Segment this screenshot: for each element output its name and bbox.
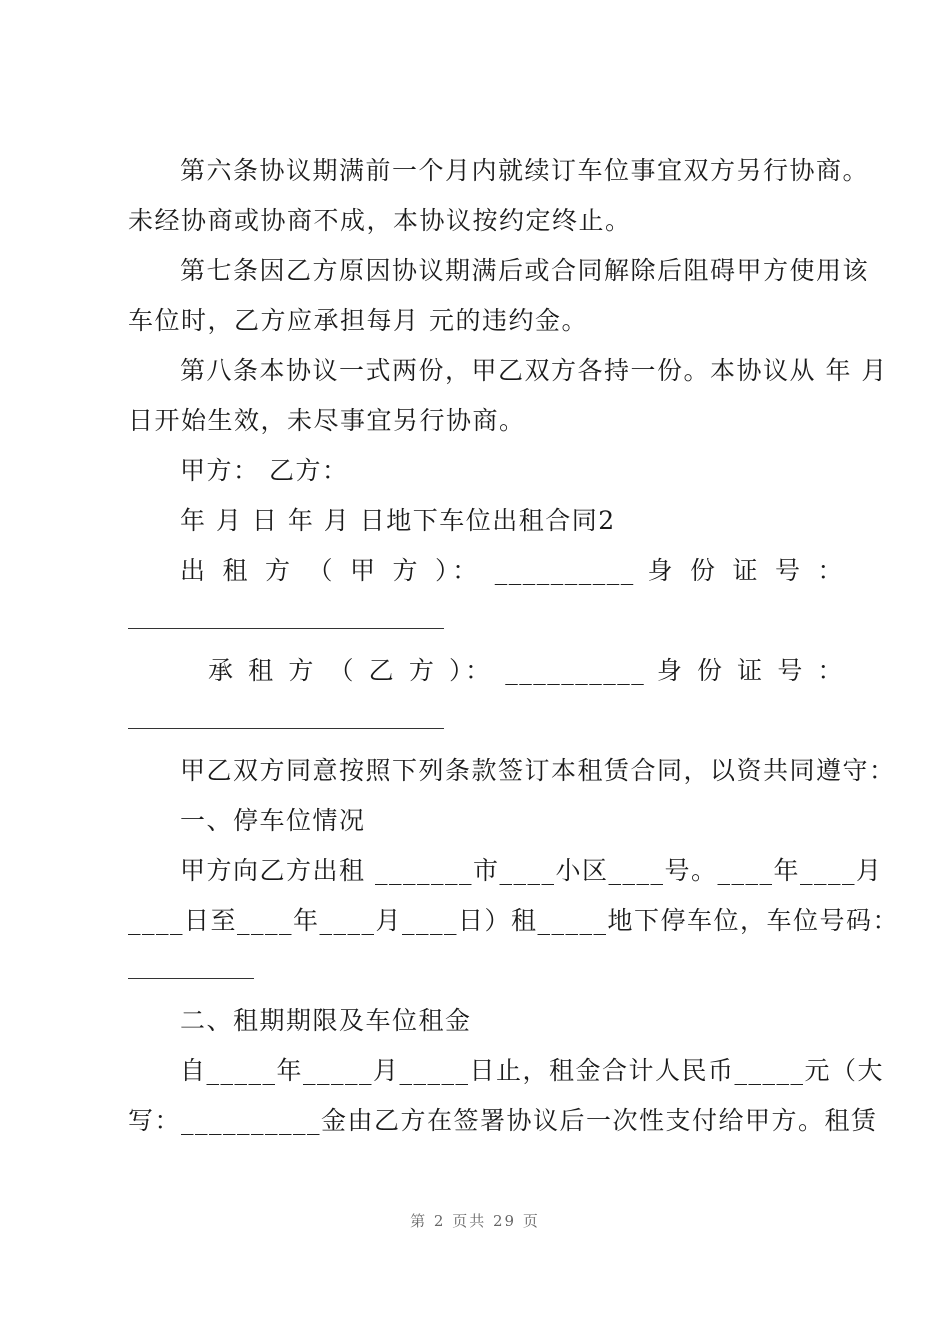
section-2-line-1: 自_____年_____月_____日止，租金合计人民币_____元（大 <box>180 1056 885 1085</box>
article-6-line-2: 未经协商或协商不成，本协议按约定终止。 <box>128 206 632 235</box>
page-number-footer: 第 2 页共 29 页 <box>410 1212 540 1230</box>
date-and-contract-title: 年 月 日 年 月 日地下车位出租合同2 <box>180 506 616 535</box>
signature-parties: 甲方： 乙方： <box>180 456 349 485</box>
section-2-heading: 二、租期期限及车位租金 <box>180 1006 472 1035</box>
lessor-id-blank-line <box>128 628 444 629</box>
lessor-field: 出 租 方 （ 甲 方 ）： __________ 身 份 证 号 ： <box>180 556 844 585</box>
article-7-line-1: 第七条因乙方原因协议期满后或合同解除后阻碍甲方使用该 <box>180 256 870 285</box>
lessee-field: 承 租 方 （ 乙 方 ）： __________ 身 份 证 号 ： <box>208 656 844 685</box>
section-1-line-1: 甲方向乙方出租 _______市____小区____号。____年____月 <box>180 856 883 885</box>
lessee-id-blank-line <box>128 728 444 729</box>
article-8-line-2: 日开始生效，未尽事宜另行协商。 <box>128 406 526 435</box>
article-6-line-1: 第六条协议期满前一个月内就续订车位事宜双方另行协商。 <box>180 156 870 185</box>
space-number-blank-line <box>128 978 254 979</box>
section-1-line-2: ____日至____年____月____日）租_____地下停车位，车位号码： <box>128 906 900 935</box>
section-1-heading: 一、停车位情况 <box>180 806 366 835</box>
article-8-line-1: 第八条本协议一式两份，甲乙双方各持一份。本协议从 年 月 <box>180 356 888 385</box>
section-2-line-2: 写：__________金由乙方在签署协议后一次性支付给甲方。租赁 <box>128 1106 878 1135</box>
article-7-line-2: 车位时，乙方应承担每月 元的违约金。 <box>128 306 588 335</box>
agreement-intro: 甲乙双方同意按照下列条款签订本租赁合同，以资共同遵守： <box>180 756 896 785</box>
